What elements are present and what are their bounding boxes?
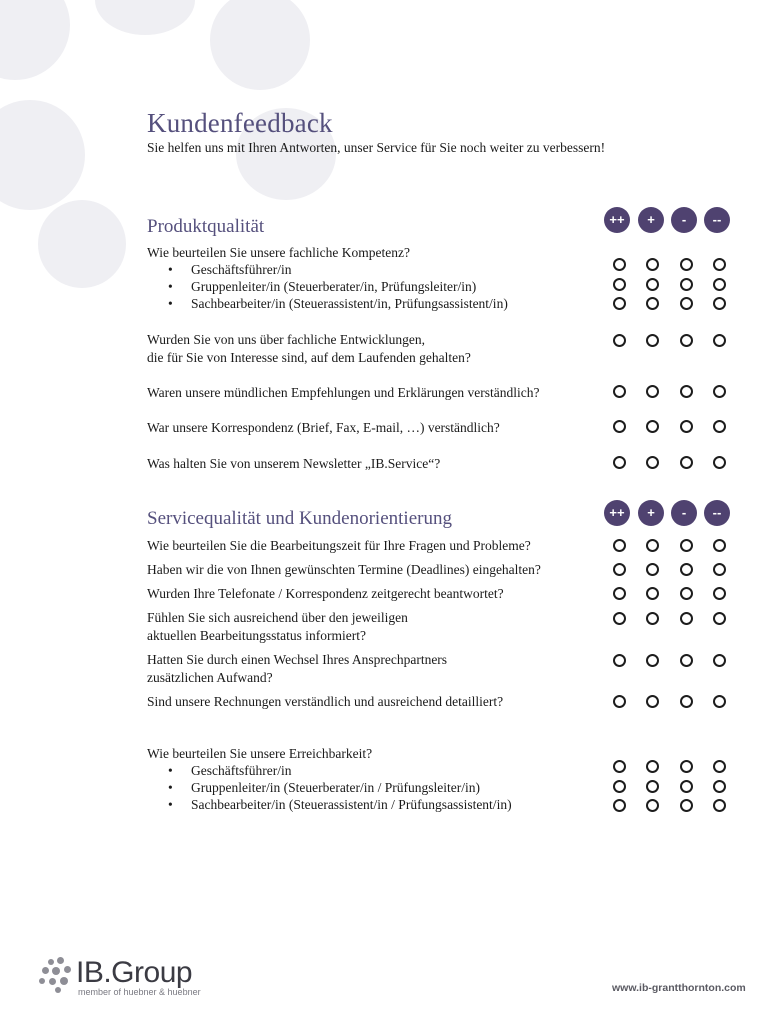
question-line: die für Sie von Interesse sind, auf dem Laufenden gehalten?: [147, 349, 471, 365]
radio-good[interactable]: [646, 695, 659, 708]
radio-good[interactable]: [646, 654, 659, 667]
radio-good[interactable]: [646, 780, 659, 793]
background-bubble: [210, 0, 310, 90]
radio-very-good[interactable]: [613, 258, 626, 271]
radio-very-poor[interactable]: [713, 799, 726, 812]
question-bearbeitungsstatus: [147, 609, 408, 644]
footer-url[interactable]: www.ib-grantthornton.com: [612, 982, 746, 994]
bullet: •: [168, 262, 173, 277]
radio-very-poor[interactable]: [713, 278, 726, 291]
radio-poor[interactable]: [680, 654, 693, 667]
radio-very-poor[interactable]: [713, 563, 726, 576]
radio-poor[interactable]: [680, 385, 693, 398]
radio-very-good[interactable]: [613, 799, 626, 812]
logo-dot: [55, 987, 61, 993]
rating-row: [613, 385, 733, 398]
subitem-gruppenleiter: Gruppenleiter/in (Steuerberater/in / Prüfungsleiter/in): [191, 780, 481, 795]
radio-very-poor[interactable]: [713, 385, 726, 398]
radio-good[interactable]: [646, 456, 659, 469]
logo-tagline: member of huebner & huebner: [78, 987, 201, 997]
radio-poor[interactable]: [680, 334, 693, 347]
bullet: •: [168, 279, 173, 294]
radio-very-poor[interactable]: [713, 258, 726, 271]
radio-good[interactable]: [646, 334, 659, 347]
radio-very-poor[interactable]: [713, 587, 726, 600]
rating-row: [613, 334, 733, 347]
background-bubble: [0, 100, 85, 210]
logo-dot: [39, 978, 45, 984]
logo-dot: [49, 978, 56, 985]
radio-very-good[interactable]: [613, 563, 626, 576]
rating-row: [613, 587, 733, 600]
radio-poor[interactable]: [680, 420, 693, 433]
question-line: Wurden Sie von uns über fachliche Entwicklungen,: [147, 332, 426, 347]
radio-poor[interactable]: [680, 695, 693, 708]
radio-poor[interactable]: [680, 563, 693, 576]
radio-good[interactable]: [646, 587, 659, 600]
rating-row: [613, 760, 733, 773]
question-rechnungen: Sind unsere Rechnungen verständlich und ausreichend detailliert?: [147, 694, 504, 709]
subitem-gruppenleiter: Gruppenleiter/in (Steuerberater/in, Prüfungsleiter/in): [191, 279, 477, 294]
rating-very-poor-label: --: [704, 207, 730, 233]
rating-scale-header: [604, 207, 732, 233]
radio-poor[interactable]: [680, 612, 693, 625]
question-newsletter: Was halten Sie von unserem Newsletter „IB.Service“?: [147, 456, 441, 471]
radio-good[interactable]: [646, 799, 659, 812]
question-ansprechpartner: [147, 651, 447, 686]
radio-very-good[interactable]: [613, 539, 626, 552]
logo-dot: [52, 967, 60, 975]
radio-very-good[interactable]: [613, 334, 626, 347]
radio-very-good[interactable]: [613, 587, 626, 600]
radio-poor[interactable]: [680, 456, 693, 469]
logo-dot: [64, 966, 71, 973]
radio-good[interactable]: [646, 563, 659, 576]
question-korrespondenz: War unsere Korrespondenz (Brief, Fax, E-mail, …) verständlich?: [147, 420, 500, 435]
question-line: aktuellen Bearbeitungsstatus informiert?: [147, 627, 366, 643]
rating-very-good-label: ++: [604, 500, 630, 526]
section-title-servicequalitaet: Servicequalität und Kundenorientierung: [147, 508, 452, 529]
rating-row: [613, 278, 733, 291]
page-subtitle: Sie helfen uns mit Ihren Antworten, unser Service für Sie noch weiter zu verbessern!: [147, 140, 606, 155]
background-bubble: [38, 200, 126, 288]
rating-row: [613, 612, 733, 625]
subitem-geschaeftsfuehrer: Geschäftsführer/in: [191, 262, 292, 277]
rating-row: [613, 780, 733, 793]
rating-row: [613, 654, 733, 667]
radio-poor[interactable]: [680, 760, 693, 773]
radio-poor[interactable]: [680, 278, 693, 291]
question-erreichbarkeit: Wie beurteilen Sie unsere Erreichbarkeit?: [147, 746, 373, 761]
rating-row: [613, 799, 733, 812]
rating-scale-header: [604, 500, 732, 526]
subitem-geschaeftsfuehrer: Geschäftsführer/in: [191, 763, 292, 778]
radio-poor[interactable]: [680, 258, 693, 271]
radio-very-poor[interactable]: [713, 539, 726, 552]
bullet: •: [168, 296, 173, 311]
radio-very-poor[interactable]: [713, 297, 726, 310]
logo-dot: [60, 977, 68, 985]
radio-very-good[interactable]: [613, 654, 626, 667]
radio-very-poor[interactable]: [713, 456, 726, 469]
question-line: Hatten Sie durch einen Wechsel Ihres Ansprechpartners: [147, 652, 448, 667]
radio-very-poor[interactable]: [713, 760, 726, 773]
radio-very-poor[interactable]: [713, 420, 726, 433]
radio-poor[interactable]: [680, 587, 693, 600]
radio-very-good[interactable]: [613, 780, 626, 793]
question-line: zusätzlichen Aufwand?: [147, 669, 273, 685]
rating-very-good-label: ++: [604, 207, 630, 233]
background-bubble: [95, 0, 195, 35]
question-line: Fühlen Sie sich ausreichend über den jeweiligen: [147, 610, 408, 625]
radio-very-good[interactable]: [613, 695, 626, 708]
subitem-sachbearbeiter: Sachbearbeiter/in (Steuerassistent/in, Prüfungsassistent/in): [191, 296, 508, 311]
background-bubble: [0, 0, 70, 80]
question-entwicklungen: [147, 331, 471, 366]
radio-poor[interactable]: [680, 297, 693, 310]
radio-very-good[interactable]: [613, 420, 626, 433]
radio-very-poor[interactable]: [713, 695, 726, 708]
radio-poor[interactable]: [680, 799, 693, 812]
radio-good[interactable]: [646, 760, 659, 773]
radio-very-poor[interactable]: [713, 334, 726, 347]
bullet: •: [168, 763, 173, 778]
radio-very-poor[interactable]: [713, 654, 726, 667]
question-kompetenz: Wie beurteilen Sie unsere fachliche Kompetenz?: [147, 245, 410, 260]
radio-good[interactable]: [646, 385, 659, 398]
rating-row: [613, 539, 733, 552]
logo-dot: [42, 967, 49, 974]
radio-good[interactable]: [646, 539, 659, 552]
rating-poor-label: -: [671, 500, 697, 526]
question-bearbeitungszeit: Wie beurteilen Sie die Bearbeitungszeit für Ihre Fragen und Probleme?: [147, 538, 531, 553]
question-empfehlungen: Waren unsere mündlichen Empfehlungen und Erklärungen verständlich?: [147, 385, 540, 400]
rating-row: [613, 695, 733, 708]
rating-good-label: +: [638, 207, 664, 233]
radio-very-good[interactable]: [613, 456, 626, 469]
radio-good[interactable]: [646, 612, 659, 625]
radio-poor[interactable]: [680, 780, 693, 793]
rating-row: [613, 297, 733, 310]
page-title: Kundenfeedback: [147, 108, 333, 138]
radio-good[interactable]: [646, 258, 659, 271]
rating-row: [613, 420, 733, 433]
rating-poor-label: -: [671, 207, 697, 233]
rating-good-label: +: [638, 500, 664, 526]
logo-dot: [57, 957, 64, 964]
bullet: •: [168, 797, 173, 812]
question-termine: Haben wir die von Ihnen gewünschten Termine (Deadlines) eingehalten?: [147, 562, 541, 577]
rating-very-poor-label: --: [704, 500, 730, 526]
logo-text: IB.Group: [76, 956, 193, 989]
radio-good[interactable]: [646, 420, 659, 433]
rating-row: [613, 456, 733, 469]
logo-dot: [48, 959, 54, 965]
rating-row: [613, 563, 733, 576]
radio-very-good[interactable]: [613, 278, 626, 291]
rating-row: [613, 258, 733, 271]
subitem-sachbearbeiter: Sachbearbeiter/in (Steuerassistent/in / Prüfungsassistent/in): [191, 797, 512, 812]
radio-very-poor[interactable]: [713, 612, 726, 625]
radio-very-good[interactable]: [613, 297, 626, 310]
radio-very-good[interactable]: [613, 385, 626, 398]
radio-very-poor[interactable]: [713, 780, 726, 793]
ib-group-logo: [38, 956, 208, 1000]
radio-poor[interactable]: [680, 539, 693, 552]
radio-very-good[interactable]: [613, 760, 626, 773]
section-title-produktqualitaet: Produktqualität: [147, 216, 265, 237]
radio-very-good[interactable]: [613, 612, 626, 625]
radio-good[interactable]: [646, 278, 659, 291]
bullet: •: [168, 780, 173, 795]
question-telefonate: Wurden Ihre Telefonate / Korrespondenz zeitgerecht beantwortet?: [147, 586, 504, 601]
radio-good[interactable]: [646, 297, 659, 310]
